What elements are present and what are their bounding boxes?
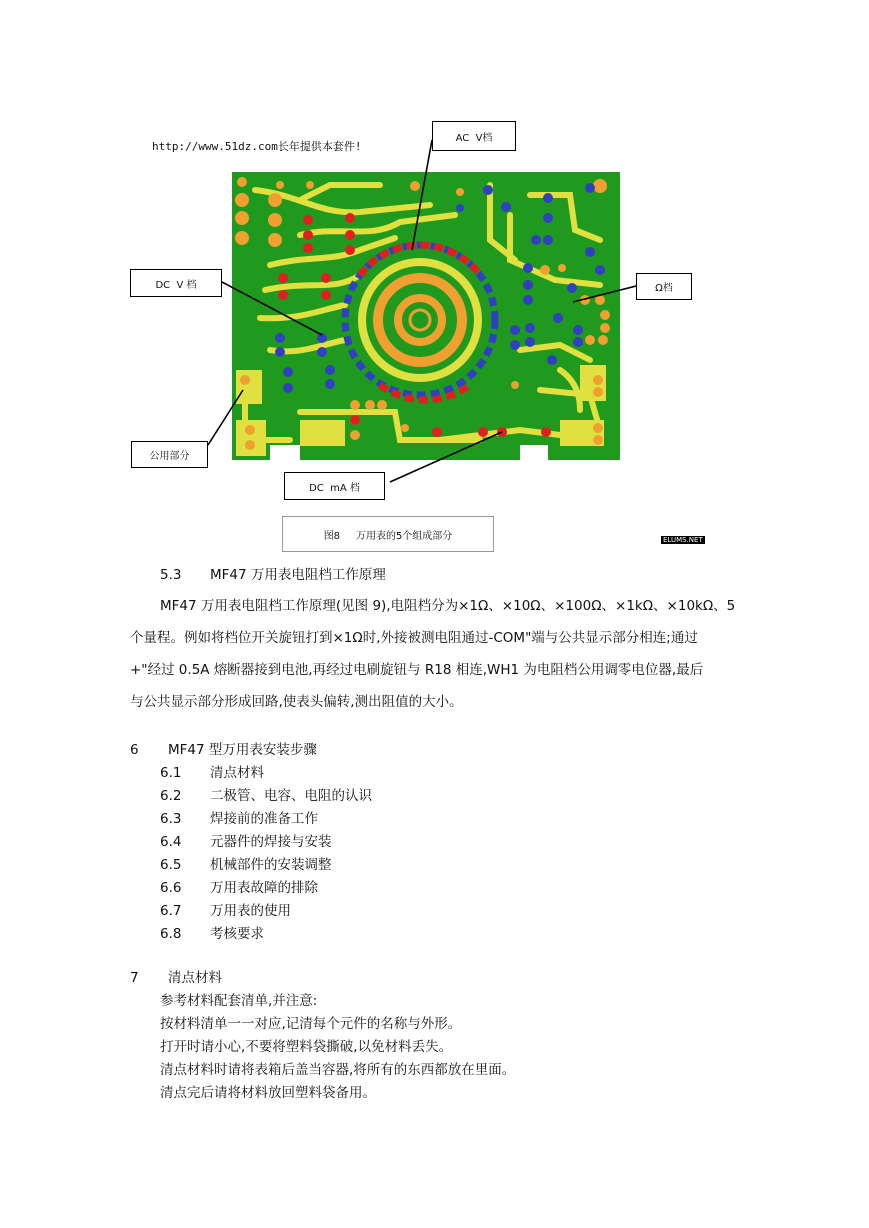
item-number: 6.8	[160, 926, 182, 942]
body-line: 清点材料时请将表箱后盖当容器,将所有的东西都放在里面。	[160, 1062, 516, 1078]
paragraph-line: 与公共显示部分形成回路,使表头偏转,测出阻值的大小。	[130, 694, 463, 710]
body-line: 按材料清单一一对应,记清每个元件的名称与外形。	[160, 1016, 462, 1032]
paragraph-line: 个量程。例如将档位开关旋钮打到×1Ω时,外接被测电阻通过-COM"端与公共显示部分相连;通过	[130, 630, 698, 646]
item-number: 6.5	[160, 857, 182, 873]
item-number: 6.1	[160, 765, 182, 781]
section-number: 5.3	[160, 567, 182, 583]
item-text: 万用表故障的排除	[210, 880, 318, 896]
body-line: 打开时请小心,不要将塑料袋撕破,以免材料丢失。	[160, 1039, 453, 1055]
label-ohm: Ω档	[636, 273, 692, 300]
label-common: 公用部分	[131, 441, 208, 468]
item-text: 机械部件的安装调整	[210, 857, 332, 873]
paragraph-line: +"经过 0.5A 熔断器接到电池,再经过电刷旋钮与 R18 相连,WH1 为电阻档公用调零电位器,最后	[130, 662, 704, 678]
item-number: 6.6	[160, 880, 182, 896]
label-ac-v: AC V档	[432, 121, 516, 151]
url-note: http://www.51dz.com长年提供本套件!	[152, 140, 362, 153]
label-dc-v: DC V 档	[130, 269, 222, 297]
item-text: 元器件的焊接与安装	[210, 834, 332, 850]
item-number: 6.7	[160, 903, 182, 919]
paragraph-line: MF47 万用表电阻档工作原理(见图 9),电阻档分为×1Ω、×10Ω、×100Ω、×1kΩ、×10kΩ、5	[160, 598, 736, 614]
item-text: 万用表的使用	[210, 903, 291, 919]
item-number: 6.2	[160, 788, 182, 804]
section-title: 清点材料	[168, 970, 222, 986]
figure-caption: 图8 万用表的5个组成部分	[282, 516, 494, 552]
item-number: 6.3	[160, 811, 182, 827]
item-text: 焊接前的准备工作	[210, 811, 318, 827]
item-text: 二极管、电容、电阻的认识	[210, 788, 372, 804]
section-number: 6	[130, 742, 139, 758]
watermark: ELUMS.NET	[663, 536, 703, 544]
item-text: 清点材料	[210, 765, 264, 781]
body-line: 参考材料配套清单,并注意:	[160, 993, 318, 1009]
section-title: MF47 万用表电阻档工作原理	[210, 567, 386, 583]
item-text: 考核要求	[210, 926, 264, 942]
section-number: 7	[130, 970, 139, 986]
item-number: 6.4	[160, 834, 182, 850]
label-dc-ma: DC mA 档	[284, 472, 385, 500]
body-line: 清点完后请将材料放回塑料袋备用。	[160, 1085, 376, 1101]
section-title: MF47 型万用表安装步骤	[168, 742, 317, 758]
